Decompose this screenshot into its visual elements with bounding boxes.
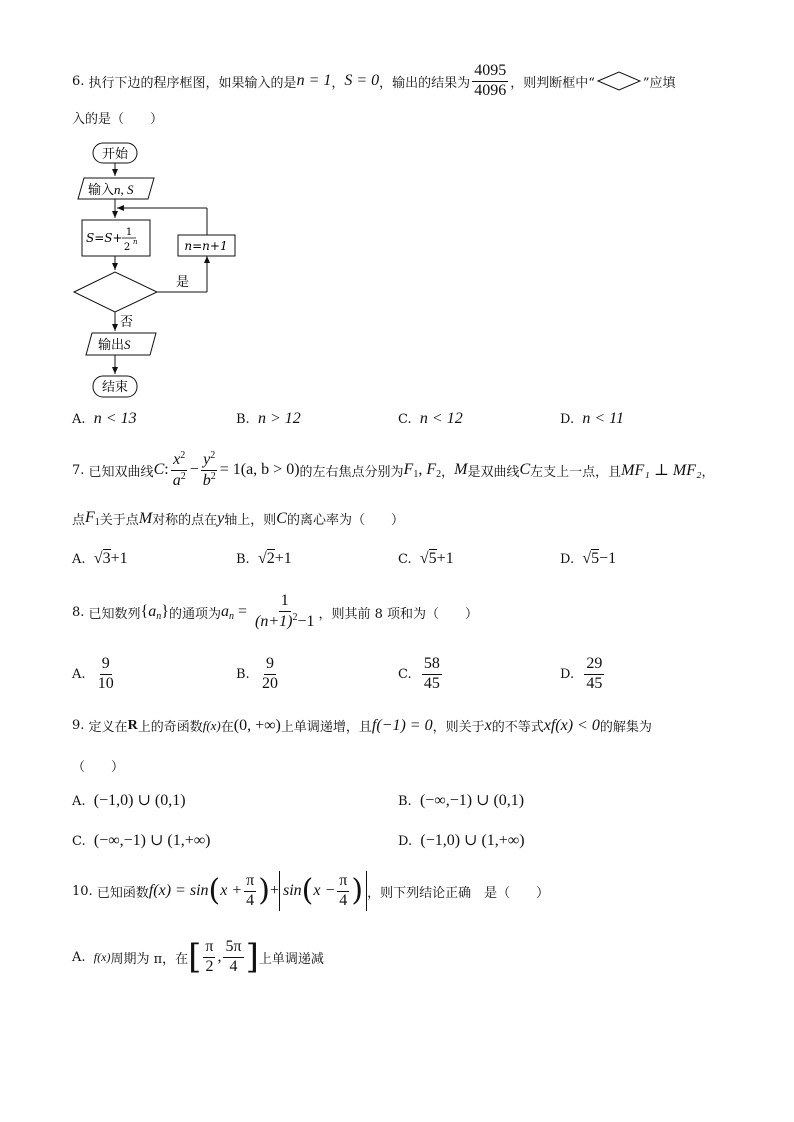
- fraction-pi-2: $\frac{\pi}{2}$: [205, 937, 214, 975]
- option-text: 上单调递减: [258, 951, 324, 967]
- flow-assign-num: 1: [125, 227, 133, 238]
- question-text: 轴上，则: [224, 513, 277, 528]
- option-a[interactable]: A. f(x) 周期为 π，在 [ $\frac{\pi}{2}$ , $\frac{5\pi}{4}$ ] 上单调递减: [72, 937, 324, 977]
- math-y: y: [217, 509, 225, 527]
- flow-increment-label: n=n+1: [184, 239, 228, 253]
- fraction-x2-a2: $\frac{x^2}{a^2}$: [172, 449, 186, 489]
- question-text: 的通项为: [168, 606, 221, 622]
- question-9-line-1: [72, 716, 652, 735]
- question-text: ，则关于: [432, 720, 485, 735]
- math-c: C: [153, 461, 165, 478]
- question-text: 的不等式: [491, 720, 544, 735]
- flow-end-label: 结束: [101, 380, 129, 395]
- question-number: 8.: [72, 604, 85, 620]
- fraction-y2-b2: $\frac{y^2}{b^2}$: [202, 449, 216, 489]
- math-colon: :: [164, 461, 169, 478]
- fraction-5pi-4: $\frac{5\pi}{4}$: [225, 937, 242, 975]
- question-text: ，则下列结论正确 是（ ）: [367, 885, 550, 901]
- question-text: 已知双曲线: [88, 464, 154, 480]
- question-8-line-1: 8. 已知数列 $\{a_n\}$ 的通项为 $a_n$ = $\frac{1}{(n+1)^2-1}$ ，则其前 8 项和为（ ）: [72, 592, 479, 630]
- punctuation: ，: [441, 464, 455, 480]
- option-a[interactable]: A. n < 13: [72, 410, 137, 427]
- fraction-pi-4: $\frac{\pi}{4}$: [246, 871, 255, 909]
- flow-input-label: 输入n, S: [88, 182, 134, 198]
- question-text: 上单调递增，且: [280, 720, 372, 735]
- program-flowchart: [70, 138, 240, 406]
- option-b[interactable]: B. n > 12: [236, 410, 301, 427]
- question-7-line-1: 7. 已知双曲线 C : $\frac{x^2}{a^2}$ − $\frac{y^2}{b^2}$ = 1(a, b > 0) 的左右焦点分别为 $F_1$, $F_2$ ， M 是双曲线 C 左支上一点，且 MF₁ ⊥ MF₂ ，: [72, 449, 715, 489]
- question-text: ”应填: [642, 75, 676, 91]
- punctuation: ，: [331, 75, 345, 91]
- question-text: 定义在: [88, 720, 128, 735]
- math-sequence: $\{a_n\}$: [140, 602, 169, 622]
- flow-assign-exp: n: [133, 238, 138, 246]
- option-d[interactable]: D. √5−1: [560, 550, 617, 567]
- math-lhs: f(x) = sin: [148, 882, 209, 899]
- math-eq-rest: = 1(a, b > 0): [219, 461, 300, 478]
- question-number: 7.: [72, 462, 85, 478]
- flow-start-label: 开始: [101, 147, 129, 162]
- option-c[interactable]: C. n < 12: [398, 410, 463, 427]
- math-real-set: R: [127, 717, 138, 733]
- question-text: 的解集为: [599, 720, 652, 735]
- math-x-plus: x +: [220, 882, 243, 899]
- math-an: $a_n$: [220, 602, 234, 622]
- option-d[interactable]: D. n < 11: [560, 410, 624, 427]
- math-m: M: [454, 461, 468, 478]
- option-label: A.: [72, 949, 86, 965]
- question-7-line-2: [72, 509, 404, 528]
- question-text: 已知数列: [88, 606, 141, 622]
- flow-yes-label: 是: [176, 275, 190, 290]
- question-text: 的离心率为（ ）: [286, 513, 404, 528]
- option-a[interactable]: A. (−1,0) ∪ (0,1): [72, 792, 186, 809]
- math-s-eq: S = 0: [344, 72, 380, 89]
- question-number: 9.: [72, 718, 85, 733]
- question-text: 的左右焦点分别为: [299, 464, 404, 480]
- diamond-decision-icon: [596, 71, 642, 91]
- math-x: x: [484, 716, 492, 734]
- question-text: 执行下边的程序框图，如果输入的是: [88, 75, 297, 91]
- question-text: 上的奇函数: [137, 720, 203, 735]
- option-c[interactable]: C. $\frac{58}{45}$: [398, 655, 440, 692]
- question-number: 10.: [72, 883, 93, 899]
- option-d[interactable]: D. $\frac{29}{45}$: [560, 655, 603, 692]
- option-b[interactable]: B. √2+1: [236, 550, 292, 567]
- question-text: 在: [220, 720, 234, 735]
- question-text: ，则判断框中“: [510, 75, 595, 91]
- math-interval: (0, +∞): [233, 716, 281, 734]
- math-m: M: [138, 509, 153, 527]
- math-inequality: xf(x) < 0: [543, 716, 600, 734]
- flow-assign-den: 2: [123, 242, 131, 253]
- math-absolute-value: sin ( x − $\frac{\pi}{4}$ ): [279, 871, 367, 911]
- math-fx: f(x): [202, 717, 221, 733]
- fraction-4095-4096: [472, 63, 508, 100]
- flow-no-label: 否: [120, 315, 134, 330]
- flow-output-label: 输出S: [98, 337, 131, 353]
- math-f1f2: $F_1$, $F_2$: [403, 460, 442, 480]
- question-6-line-2: 入的是（ ）: [72, 112, 164, 127]
- question-text: 对称的点在: [152, 513, 218, 528]
- option-c[interactable]: C. (−∞,−1) ∪ (1,+∞): [72, 832, 211, 849]
- math-c: C: [276, 509, 287, 527]
- question-text: 是双曲线: [467, 464, 520, 480]
- question-text: 左支上一点，且: [530, 464, 622, 480]
- question-text: 关于点: [99, 513, 139, 528]
- flow-assign-label: S=S+: [86, 231, 123, 245]
- option-b[interactable]: B. (−∞,−1) ∪ (0,1): [398, 792, 525, 809]
- question-6-line-1: [72, 61, 676, 99]
- punctuation: ，: [701, 464, 715, 480]
- option-text: 周期为 π，在: [110, 951, 189, 967]
- option-d[interactable]: D. (−1,0) ∪ (1,+∞): [398, 832, 525, 849]
- fraction-numerator: 4095: [472, 63, 508, 82]
- fraction-denominator: 4096: [474, 81, 507, 99]
- fraction-general-term: $\frac{1}{(n+1)^2-1}$: [254, 592, 315, 630]
- question-text: ，则其前 8 项和为（ ）: [318, 606, 479, 622]
- option-a[interactable]: A. $\frac{9}{10}$: [72, 655, 114, 692]
- math-c: C: [519, 461, 531, 478]
- question-text: 已知函数: [96, 885, 149, 901]
- question-text: 点: [72, 513, 86, 528]
- math-condition: f(−1) = 0: [371, 716, 433, 734]
- option-b[interactable]: B. $\frac{9}{20}$: [236, 655, 278, 692]
- math-perp: MF₁ ⊥ MF₂: [621, 462, 702, 479]
- flow-decision-node: [74, 272, 157, 312]
- question-number: 6.: [72, 73, 85, 89]
- option-a[interactable]: A. √3+1: [72, 550, 128, 567]
- question-text: ，输出的结果为: [379, 75, 471, 91]
- math-n-eq: n = 1: [296, 72, 332, 89]
- math-f1: $F_1$: [85, 509, 100, 528]
- question-9-line-2: （ ）: [72, 760, 125, 775]
- question-10-line-1: 10. 已知函数 f(x) = sin ( x + $\frac{\pi}{4}$ ) + sin ( x − $\frac{\pi}{4}$ ) ，则下列结论正确 是（ ）: [72, 866, 549, 916]
- math-plus: +: [269, 882, 279, 899]
- option-c[interactable]: C. √5+1: [398, 550, 454, 567]
- math-fx: f(x): [93, 949, 111, 964]
